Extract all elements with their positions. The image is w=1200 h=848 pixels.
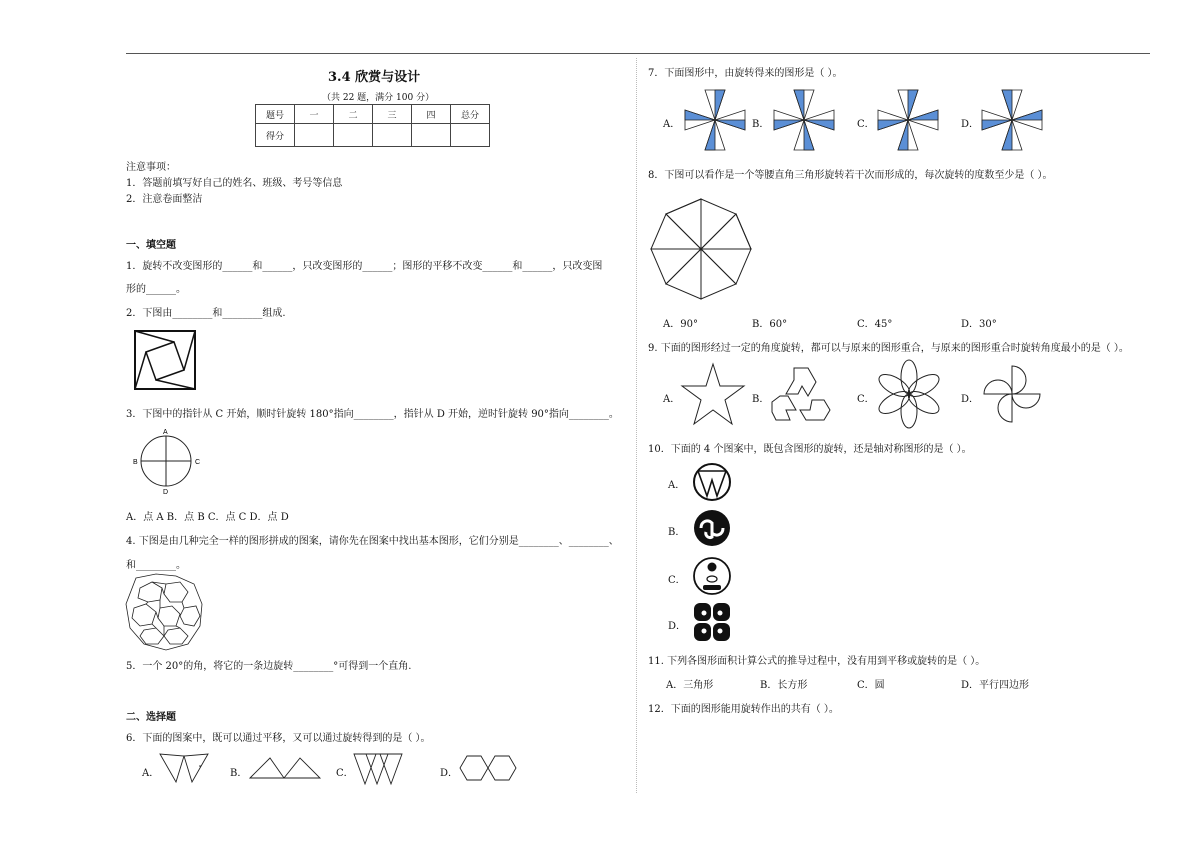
- q11-option-b[interactable]: B．长方形: [760, 680, 808, 691]
- question-1-cont: 形的______。: [126, 284, 186, 295]
- q8-option-d[interactable]: D．30°: [961, 319, 997, 330]
- q7-option-c[interactable]: C．: [857, 119, 875, 130]
- q6-option-d[interactable]: D．: [440, 768, 459, 779]
- question-3: 3．下图中的指针从 C 开始，顺时针旋转 180°指向________，指针从 D 开始，逆时针旋转 90°指向________。: [126, 409, 619, 420]
- q6-figure-b: [248, 754, 322, 780]
- notes-item: 2．注意卷面整洁: [126, 194, 203, 205]
- question-12: 12．下面的图形能用旋转作出的共有（ ）。: [648, 704, 839, 715]
- question-10: 10．下面的 4 个图案中，既包含图形的旋转，还是轴对称图形的是（ ）。: [648, 444, 972, 455]
- q9-pinwheel: [982, 364, 1044, 424]
- column-divider: [636, 58, 637, 793]
- q11-option-d[interactable]: D．平行四边形: [961, 680, 1030, 691]
- score-header-cell: 三: [373, 105, 412, 124]
- question-1: 1．旋转不改变图形的______和______，只改变图形的______；图形的平移不改变______和______，只改变图: [126, 261, 603, 272]
- q7-figure-a: [683, 88, 747, 152]
- q8-pinwheel: [650, 198, 752, 300]
- q9-option-b[interactable]: B．: [752, 394, 770, 405]
- score-input-cell[interactable]: [451, 124, 490, 147]
- dial-label-d: D: [163, 489, 169, 496]
- q7-option-b[interactable]: B．: [752, 119, 770, 130]
- question-4: 4. 下图是由几种完全一样的图形拼成的图案，请你先在图案中找出基本图形，它们分别是________、________、: [126, 536, 619, 547]
- q6-figure-d: [458, 754, 522, 782]
- q3-options[interactable]: A．点 A B．点 B C．点 C D．点 D: [126, 512, 289, 523]
- question-7: 7．下面图形中，由旋转得来的图形是（ ）。: [648, 68, 843, 79]
- header-rule: [126, 53, 1150, 54]
- q10-figure-c: [692, 555, 732, 597]
- q7-option-d[interactable]: D．: [961, 119, 980, 130]
- q10-option-c[interactable]: C．: [668, 575, 686, 586]
- score-input-cell[interactable]: [412, 124, 451, 147]
- score-label-cell: 得分: [256, 124, 295, 147]
- score-header-cell: 一: [295, 105, 334, 124]
- q10-option-d[interactable]: D．: [668, 621, 687, 632]
- q9-option-a[interactable]: A．: [663, 394, 681, 405]
- q6-figure-c: [352, 752, 406, 786]
- q6-figure-a: [158, 752, 210, 784]
- q6-option-a[interactable]: A．: [142, 768, 160, 779]
- page-title: 3.4 欣赏与设计: [328, 70, 421, 85]
- q10-option-a[interactable]: A．: [668, 480, 686, 491]
- score-header-cell: 四: [412, 105, 451, 124]
- q9-flower: [875, 360, 943, 428]
- score-header-cell: 总分: [451, 105, 490, 124]
- q10-option-b[interactable]: B．: [668, 527, 686, 538]
- q7-figure-d: [980, 88, 1044, 152]
- section-title: 二、选择题: [126, 712, 176, 723]
- page-subtitle: （共 22 题，满分 100 分）: [322, 93, 435, 103]
- score-header-cell: 题号: [256, 105, 295, 124]
- q4-tessellation: [126, 574, 206, 650]
- question-2: 2．下图由________和________组成.: [126, 308, 286, 319]
- score-input-cell[interactable]: [373, 124, 412, 147]
- q7-figure-c: [876, 88, 940, 152]
- score-input-cell[interactable]: [295, 124, 334, 147]
- q9-star: [680, 362, 746, 426]
- question-8: 8．下图可以看作是一个等腰直角三角形旋转若干次而形成的，每次旋转的度数至少是（ ）。: [648, 170, 1053, 181]
- dial-label-b: B: [133, 459, 138, 466]
- q11-option-a[interactable]: A．三角形: [666, 680, 714, 691]
- q7-option-a[interactable]: A．: [663, 119, 681, 130]
- question-11: 11. 下列各图形面积计算公式的推导过程中，没有用到平移或旋转的是（ ）。: [648, 656, 986, 667]
- q9-option-c[interactable]: C．: [857, 394, 875, 405]
- score-header-cell: 二: [334, 105, 373, 124]
- q9-recycle-shape: [770, 366, 832, 422]
- question-4-cont: 和________。: [126, 560, 186, 571]
- q8-option-b[interactable]: B．60°: [752, 319, 788, 330]
- q2-figure: [134, 330, 196, 390]
- question-6: 6．下面的图案中，既可以通过平移，又可以通过旋转得到的是（ ）。: [126, 733, 431, 744]
- q9-option-d[interactable]: D．: [961, 394, 980, 405]
- q10-figure-a: [692, 462, 732, 502]
- dial-label-c: C: [195, 459, 201, 466]
- q6-option-c[interactable]: C．: [336, 768, 354, 779]
- section-title: 一、填空题: [126, 240, 176, 251]
- score-input-cell[interactable]: [334, 124, 373, 147]
- q7-figure-b: [772, 88, 836, 152]
- question-5: 5．一个 20°的角，将它的一条边旋转________°可得到一个直角.: [126, 661, 412, 672]
- q11-option-c[interactable]: C．圆: [857, 680, 885, 691]
- q6-option-b[interactable]: B．: [230, 768, 248, 779]
- question-9: 9. 下面的图形经过一定的角度旋转，都可以与原来的图形重合，与原来的图形重合时旋转角度最小的是（ ）。: [648, 343, 1129, 354]
- q10-figure-b: [692, 508, 732, 548]
- dial-label-a: A: [163, 429, 168, 436]
- q8-option-c[interactable]: C．45°: [857, 319, 893, 330]
- q8-option-a[interactable]: A．90°: [663, 319, 698, 330]
- notes-heading: 注意事项：: [126, 162, 176, 173]
- q10-figure-d: [692, 601, 732, 643]
- score-table: [255, 104, 490, 147]
- q3-dial: [130, 426, 210, 496]
- notes-item: 1．答题前填写好自己的姓名、班级、考号等信息: [126, 178, 343, 189]
